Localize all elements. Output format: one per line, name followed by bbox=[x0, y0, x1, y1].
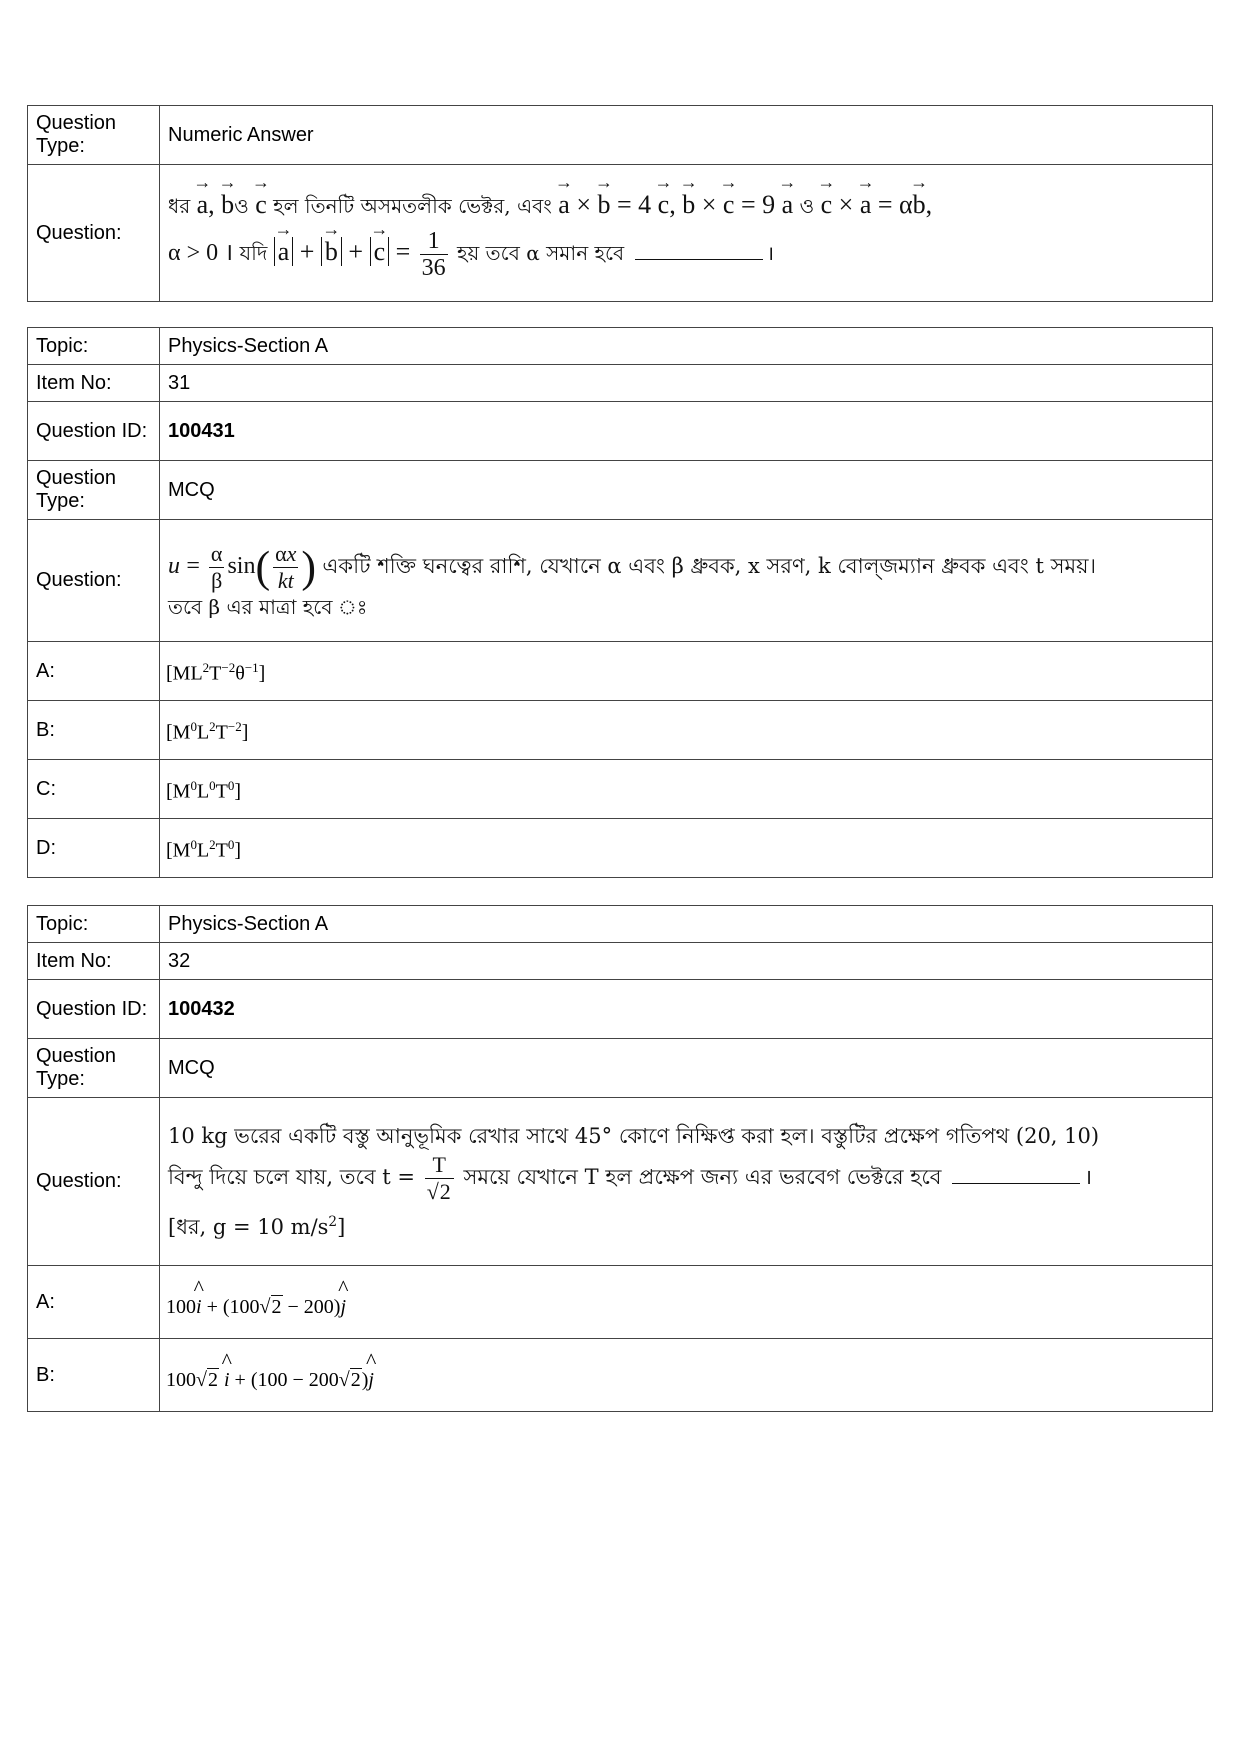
question-id-value: 100432 bbox=[160, 980, 1213, 1039]
question-block-1 bbox=[27, 105, 1213, 302]
question-text: ধর → a, → bও → c হল তিনটি অসমতলীক ভেক্টর, এবং → a × → b = 4 → c, → b × → c = 9 → a ও → c × → a = α→ b, α > 0 । যদি → a + → b + → c = $\frac{1}{36}$ হয় তবে α সমান হবে । bbox=[160, 165, 1213, 302]
option-b-label: B: bbox=[28, 701, 160, 760]
q-word: ধর bbox=[168, 194, 191, 218]
option-b-value[interactable]: 100√2 ^ i + (100 − 200√2)^ j bbox=[160, 1339, 1213, 1412]
topic-label: Topic: bbox=[28, 328, 160, 365]
q-text-line2b: সময়ে যেখানে T হল প্রক্ষেপ জন্য এর ভরবেগ ভেক্টরে হবে bbox=[463, 1164, 942, 1189]
question-text: u = $\frac{\alpha}{\beta}$ sin( $\frac{\alpha x}{kt}$ ) একটি শক্তি ঘনত্বের রাশি, যেখানে α এবং β ধ্রুবক, x সরণ, k বোল্‌জম্যান ধ্রুবক এবং t সময়। তবে β এর মাত্রা হবে ঃ bbox=[160, 520, 1213, 642]
question-type-label: Question Type: bbox=[28, 106, 160, 165]
q-text-line1: একটি শক্তি ঘনত্বের রাশি, যেখানে α এবং β ধ্রুবক, x সরণ, k বোল্‌জম্যান ধ্রুবক এবং t সময়। bbox=[322, 553, 1096, 578]
question-type-value: Numeric Answer bbox=[160, 106, 1213, 165]
topic-value: Physics-Section A bbox=[160, 328, 1213, 365]
q-word: । bbox=[1084, 1164, 1093, 1189]
option-c-label: C: bbox=[28, 760, 160, 819]
q-text-line1: 10 kg ভরের একটি বস্তু আনুভূমিক রেখার সাথে 45° কোণে নিক্ষিপ্ত করা হল। বস্তুটির প্রক্ষেপ গতিপথ (20, 10) bbox=[168, 1123, 1100, 1148]
question-label: Question: bbox=[28, 165, 160, 302]
fraction-denominator: 36 bbox=[421, 255, 446, 281]
option-a-value[interactable]: 100^ i + (100√2 − 200)^ j bbox=[160, 1266, 1213, 1339]
q-word: হল তিনটি অসমতলীক ভেক্টর, এবং bbox=[273, 194, 552, 218]
question-block-3 bbox=[27, 905, 1213, 1412]
question-type-label: Question Type: bbox=[28, 461, 160, 520]
q-cond: α > 0 । bbox=[168, 240, 234, 266]
question-type-value: MCQ bbox=[160, 461, 1213, 520]
fraction-numerator: T bbox=[432, 1151, 446, 1177]
item-no-value: 31 bbox=[160, 365, 1213, 402]
question-text: 10 kg ভরের একটি বস্তু আনুভূমিক রেখার সাথে 45° কোণে নিক্ষিপ্ত করা হল। বস্তুটির প্রক্ষেপ গতিপথ (20, 10) বিন্দু দিয়ে চলে যায়, তবে t = $\frac{T}{√2}$ সময়ে যেখানে T হল প্রক্ষেপ জন্য এর ভরবেগ ভেক্টরে হবে । [ধর, g = 10 $m/s^2$] bbox=[160, 1098, 1213, 1266]
q-word: । bbox=[766, 241, 775, 265]
answer-blank bbox=[952, 1183, 1080, 1184]
q-text-line2a: বিন্দু দিয়ে চলে যায়, তবে t = bbox=[168, 1164, 416, 1189]
question-id-value: 100431 bbox=[160, 402, 1213, 461]
option-b-value[interactable]: $[M^0L^2T^{-2}]$ bbox=[160, 701, 1213, 760]
option-d-value[interactable]: $[M^0L^2T^0]$ bbox=[160, 819, 1213, 878]
option-a-label: A: bbox=[28, 642, 160, 701]
topic-value: Physics-Section A bbox=[160, 906, 1213, 943]
q-text-line3: [ধর, g = 10 m/s bbox=[168, 1214, 329, 1239]
question-label: Question: bbox=[28, 1098, 160, 1266]
q-word: ও bbox=[799, 194, 815, 218]
q-word: ও bbox=[234, 194, 249, 218]
q-word: যদি bbox=[239, 241, 268, 265]
question-type-label: Question Type: bbox=[28, 1039, 160, 1098]
option-a-label: A: bbox=[28, 1266, 160, 1339]
answer-blank bbox=[635, 259, 763, 260]
item-no-label: Item No: bbox=[28, 365, 160, 402]
q-word: হয় তবে α সমান হবে bbox=[457, 241, 625, 265]
option-a-value[interactable]: $[ML^2T^{-2}\theta^{-1}]$ bbox=[160, 642, 1213, 701]
fraction-numerator: 1 bbox=[427, 228, 440, 254]
question-id-label: Question ID: bbox=[28, 980, 160, 1039]
item-no-value: 32 bbox=[160, 943, 1213, 980]
q-text-line2: তবে β এর মাত্রা হবে ঃ bbox=[168, 594, 368, 619]
topic-label: Topic: bbox=[28, 906, 160, 943]
option-d-label: D: bbox=[28, 819, 160, 878]
item-no-label: Item No: bbox=[28, 943, 160, 980]
question-type-value: MCQ bbox=[160, 1039, 1213, 1098]
fraction bbox=[420, 228, 448, 281]
question-label: Question: bbox=[28, 520, 160, 642]
option-b-label: B: bbox=[28, 1339, 160, 1412]
option-c-value[interactable]: $[M^0L^0T^0]$ bbox=[160, 760, 1213, 819]
question-id-label: Question ID: bbox=[28, 402, 160, 461]
question-block-2 bbox=[27, 327, 1213, 878]
